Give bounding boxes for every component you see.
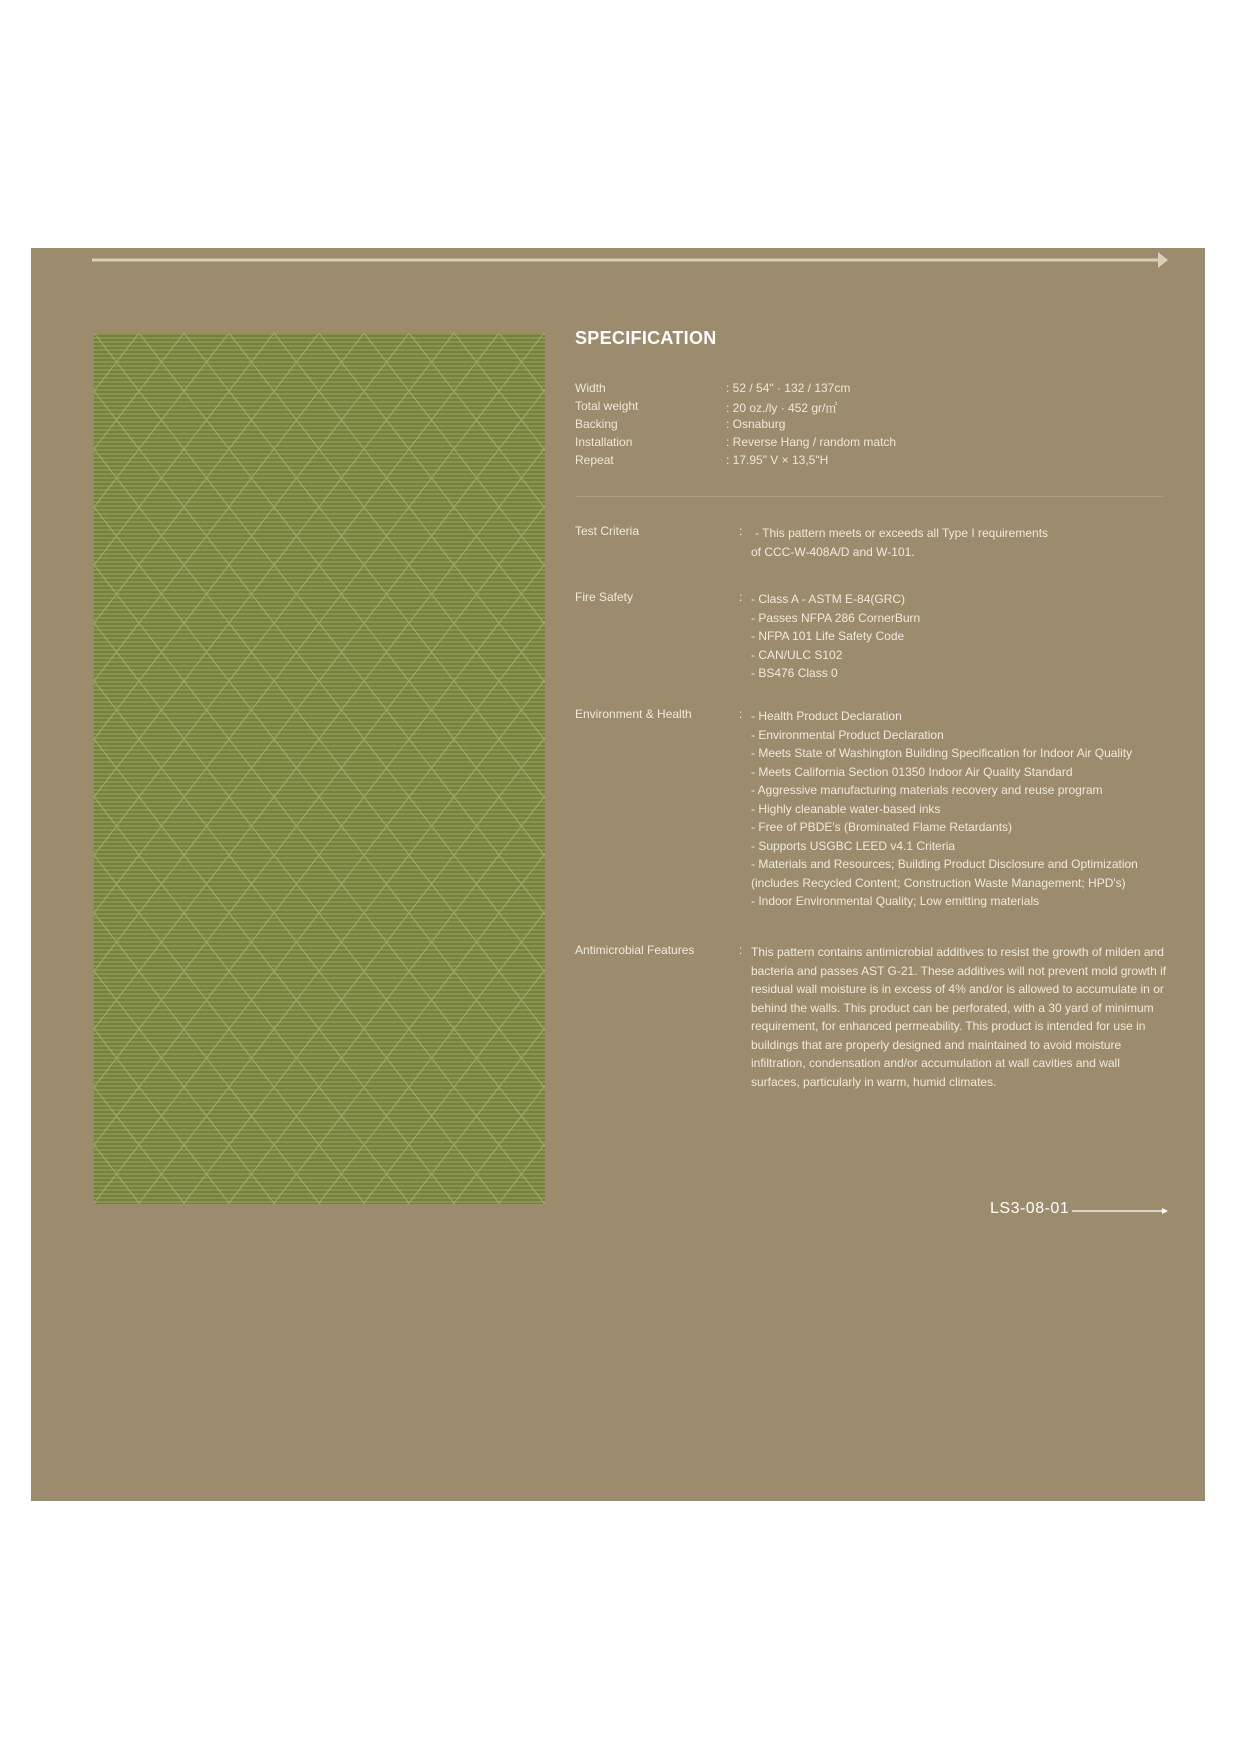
fabric-swatch	[94, 333, 545, 1204]
list-item: - Supports USGBC LEED v4.1 Criteria	[751, 838, 956, 853]
section-colon: :	[739, 524, 743, 538]
antimicrobial-text: This pattern contains antimicrobial additives to resist the growth of milden and bacteria and passes AST G-21. These additives will not prevent mold growth if residual wall moisture is in excess of 4% and/or is allowed to accumulate in or behind the walls. This product can be perforated, with a 30 yard of minimum requirement, for enhanced permeability. This product is intended for use in buildings that are properly designed and maintained to avoid moisture infiltration, condensation and/or accumulation at wall cavities and wall surfaces, particularly in warm, humid climates.	[751, 945, 1167, 1089]
section-label: Environment & Health	[575, 707, 692, 721]
section-label: Antimicrobial Features	[575, 943, 695, 957]
spec-value: : 17.95" V × 13,5"H	[726, 453, 829, 467]
spec-label: Repeat	[575, 453, 614, 467]
list-item: - Indoor Environmental Quality; Low emitting materials	[751, 894, 1040, 908]
section-divider	[575, 496, 1163, 497]
list-item: - This pattern meets or exceeds all Type I requirements	[755, 526, 1049, 540]
section-label: Test Criteria	[575, 524, 640, 538]
list-item: - Environmental Product Declaration	[751, 727, 944, 742]
spec-value: : Osnaburg	[726, 417, 786, 431]
section-colon: :	[739, 590, 743, 604]
spec-value: : 20 oz./ly · 452 gr/㎡	[726, 401, 838, 415]
section-colon: :	[739, 707, 743, 721]
list-item: - Highly cleanable water-based inks	[751, 801, 941, 816]
spec-label: Total weight	[575, 399, 639, 413]
list-item: of CCC-W-408A/D and W-101.	[751, 544, 915, 559]
section-label: Fire Safety	[575, 590, 634, 604]
list-item: - Health Product Declaration	[751, 709, 902, 723]
list-item: - NFPA 101 Life Safety Code	[751, 629, 905, 643]
list-item: - Free of PBDE's (Brominated Flame Retardants)	[751, 820, 1013, 834]
list-item: - Aggressive manufacturing materials recovery and reuse program	[751, 783, 1103, 797]
list-item: (includes Recycled Content; Construction Waste Management; HPD's)	[751, 875, 1126, 890]
spec-label: Installation	[575, 435, 633, 449]
list-item: - Materials and Resources; Building Product Disclosure and Optimization	[751, 857, 1138, 871]
list-item: - Meets State of Washington Building Specification for Indoor Air Quality	[751, 746, 1133, 760]
spec-value: : Reverse Hang / random match	[726, 435, 897, 449]
list-item: - Passes NFPA 286 CornerBurn	[751, 610, 921, 625]
list-item: - CAN/ULC S102	[751, 647, 843, 662]
spec-label: Width	[575, 381, 606, 395]
spec-value: : 52 / 54" · 132 / 137cm	[726, 381, 851, 395]
top-arrow-icon	[92, 252, 1168, 268]
list-item: - BS476 Class 0	[751, 666, 838, 680]
arrow-right-icon	[1072, 1206, 1168, 1216]
section-colon: :	[739, 943, 743, 957]
product-code: LS3-08-01	[990, 1200, 1070, 1217]
spec-label: Backing	[575, 417, 618, 431]
page-title: SPECIFICATION	[575, 328, 717, 348]
list-item: - Class A - ASTM E-84(GRC)	[751, 592, 906, 606]
list-item: - Meets California Section 01350 Indoor Air Quality Standard	[751, 764, 1073, 779]
